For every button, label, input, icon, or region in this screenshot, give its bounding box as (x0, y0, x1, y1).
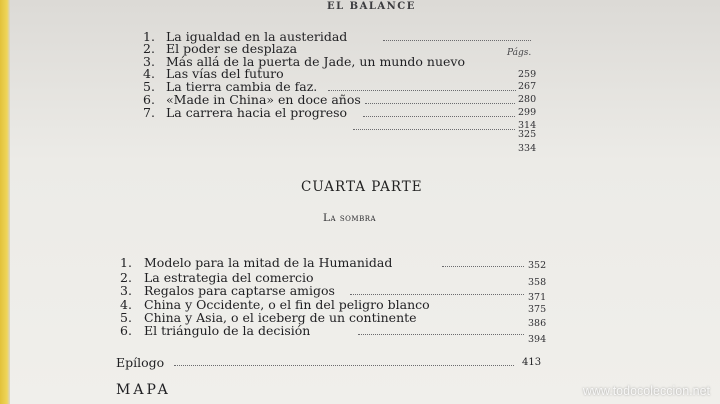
entry-page: 352 (528, 260, 547, 271)
entry-number: 3. (120, 283, 132, 298)
entry-title: La estrategia del comercio (144, 270, 314, 285)
toc-entry (143, 105, 543, 131)
entry-number: 4. (143, 66, 155, 81)
dot-leader (174, 365, 514, 366)
entry-title: El poder se desplaza (166, 41, 298, 56)
part-subtitle: La sombra (323, 212, 377, 224)
entry-page: 314 (518, 120, 537, 131)
toc-entry (120, 256, 560, 270)
entry-page: 371 (528, 292, 547, 303)
entry-title: «Made in China» en doce años (166, 92, 361, 107)
entry-page: 299 (518, 107, 537, 118)
entry-title: Las vías del futuro (166, 66, 284, 81)
toc-page-only (143, 119, 543, 140)
epilogue-title: Epílogo (116, 355, 165, 370)
entry-title: La carrera hacia el progreso (166, 105, 348, 120)
dot-leader (353, 128, 515, 130)
map-heading: MAPA (116, 382, 171, 398)
watermark: www.todocoleccion.net (582, 384, 710, 398)
entry-number: 6. (120, 323, 132, 338)
entry-page: 394 (528, 334, 547, 345)
entry-title: Más allá de la puerta de Jade, un mundo nuevo (166, 54, 465, 69)
entry-number: 6. (143, 92, 155, 107)
toc-page-only (120, 335, 560, 349)
entry-page: 280 (518, 94, 537, 105)
epilogue-entry (116, 355, 556, 371)
part-title: CUARTA PARTE (301, 179, 423, 195)
entry-page: 259 (518, 69, 537, 80)
epilogue-page: 413 (522, 357, 542, 368)
toc-page-only (143, 134, 543, 154)
entry-number: 5. (120, 310, 132, 325)
entry-title: Modelo para la mitad de la Humanidad (144, 255, 393, 270)
entry-title: Regalos para captarse amigos (144, 283, 335, 298)
pages-column-label: Págs. (507, 48, 532, 58)
dot-leader (442, 265, 524, 267)
dot-leader (383, 39, 531, 41)
dot-leader (365, 102, 515, 104)
entry-number: 2. (120, 270, 132, 285)
dot-leader (363, 115, 515, 117)
entry-page: 267 (518, 81, 537, 92)
entry-title: China y Occidente, o el fin del peligro blanco (144, 297, 430, 312)
running-head: EL BALANCE (327, 1, 416, 12)
entry-title: La igualdad en la austeridad (166, 29, 348, 44)
entry-page: 375 (528, 304, 547, 315)
entry-page: 325 (518, 129, 537, 140)
entry-number: 5. (143, 79, 155, 94)
dot-leader (328, 89, 516, 91)
entry-number: 3. (143, 54, 155, 69)
entry-page: 358 (528, 277, 547, 288)
entry-number: 1. (120, 255, 132, 270)
entry-number: 7. (143, 105, 155, 120)
entry-title: El triángulo de la decisión (144, 323, 311, 338)
dot-leader (350, 293, 524, 295)
book-spine (0, 0, 10, 404)
entry-number: 2. (143, 41, 155, 56)
entry-number: 4. (120, 297, 132, 312)
entry-page: 386 (528, 318, 547, 329)
entry-number: 1. (143, 29, 155, 44)
entry-title: La tierra cambia de faz. (166, 79, 318, 94)
entry-page: 334 (518, 143, 537, 154)
entry-title: China y Asia, o el iceberg de un continente (144, 310, 417, 325)
